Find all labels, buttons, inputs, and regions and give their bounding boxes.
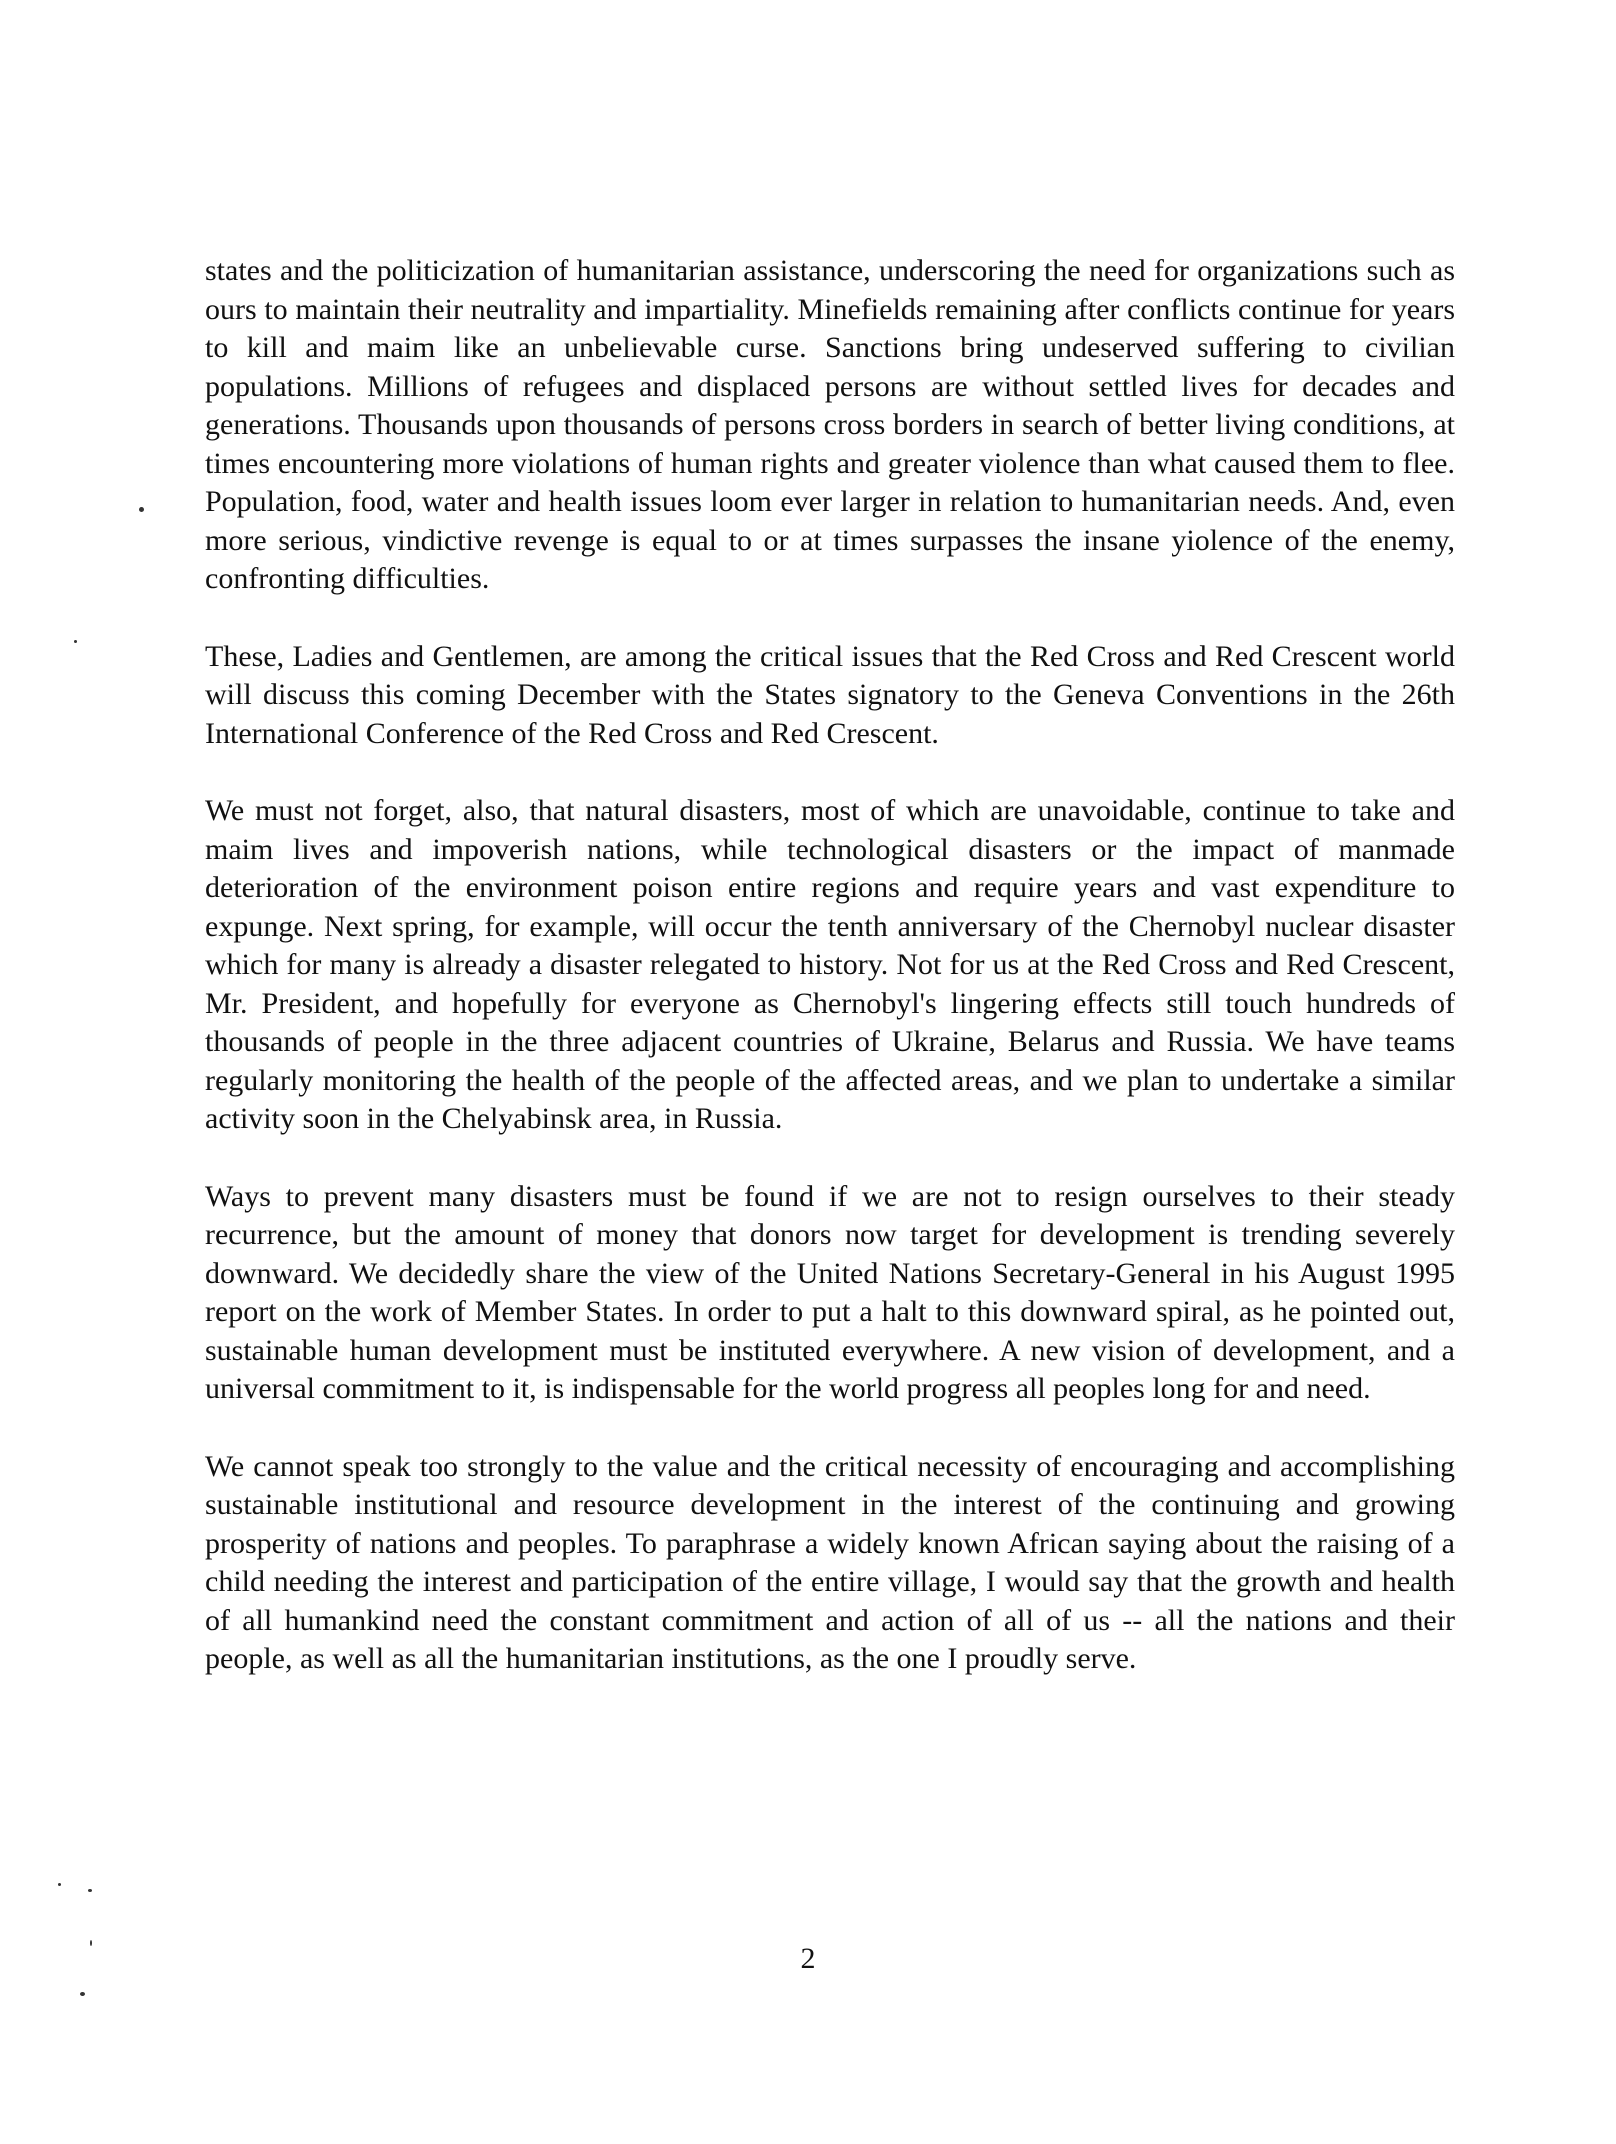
- page-number: 2: [800, 1942, 816, 1975]
- scan-speck: [139, 507, 144, 512]
- paragraph-5: We cannot speak too strongly to the value and the critical necessity of encouraging and accomplishing sustainable institutional and resource development in the interest of the continuing and growing prosperity of nations and peoples. To paraphrase a widely known African saying about the raising of a child needing the interest and participation of the entire village, I would say that the growth and health of all humankind need the constant commitment and action of all of us -- all the nations and their people, as well as all the humanitarian institutions, as the one I proudly serve.: [205, 1449, 1455, 1675]
- scan-speck: [58, 1883, 61, 1886]
- scan-speck: [90, 1940, 92, 1946]
- scan-speck: [80, 1992, 85, 1996]
- paragraph-3: We must not forget, also, that natural disasters, most of which are unavoidable, continue to take and maim lives and impoverish nations, while technological disasters or the impact of manmade deterioration of the environment poison entire regions and require years and vast expenditure to expunge. Next spring, for example, will occur the tenth anniversary of the Chernobyl nuclear disaster which for many is already a disaster relegated to history. Not for us at the Red Cross and Red Crescent, Mr. President, and hopefully for everyone as Chernobyl's lingering effects still touch hundreds of thousands of people in the three adjacent countries of Ukraine, Belarus and Russia. We have teams regularly monitoring the health of the people of the affected areas, and we plan to undertake a similar activity soon in the Chelyabinsk area, in Russia.: [205, 794, 1455, 1135]
- scan-speck: [88, 1889, 92, 1892]
- paragraph-2: These, Ladies and Gentlemen, are among the critical issues that the Red Cross and Red Crescent world will discuss this coming December with the States signatory to the Geneva Conventions in the 26th International Conference of the Red Cross and Red Crescent.: [205, 639, 1455, 750]
- scan-speck: [74, 640, 77, 643]
- body-text: [205, 252, 1455, 1718]
- paragraph-4: Ways to prevent many disasters must be found if we are not to resign ourselves to their steady recurrence, but the amount of money that donors now target for development is trending severely downward. We decidedly share the view of the United Nations Secretary-General in his August 1995 report on the work of Member States. In order to put a halt to this downward spiral, as he pointed out, sustainable human development must be instituted everywhere. A new vision of development, and a universal commitment to it, is indispensable for the world progress all peoples long for and need.: [205, 1179, 1455, 1405]
- paragraph-1: states and the politicization of humanitarian assistance, underscoring the need for organizations such as ours to maintain their neutrality and impartiality. Minefields remaining after conflicts continue for years to kill and maim like an unbelievable curse. Sanctions bring undeserved suffering to civilian populations. Millions of refugees and displaced persons are without settled lives for decades and generations. Thousands upon thousands of persons cross borders in search of better living conditions, at times encountering more violations of human rights and greater violence than what caused them to flee. Population, food, water and health issues loom ever larger in relation to humanitarian needs. And, even more serious, vindictive revenge is equal to or at times surpasses the insane yiolence of the enemy, confronting difficulties.: [205, 254, 1455, 595]
